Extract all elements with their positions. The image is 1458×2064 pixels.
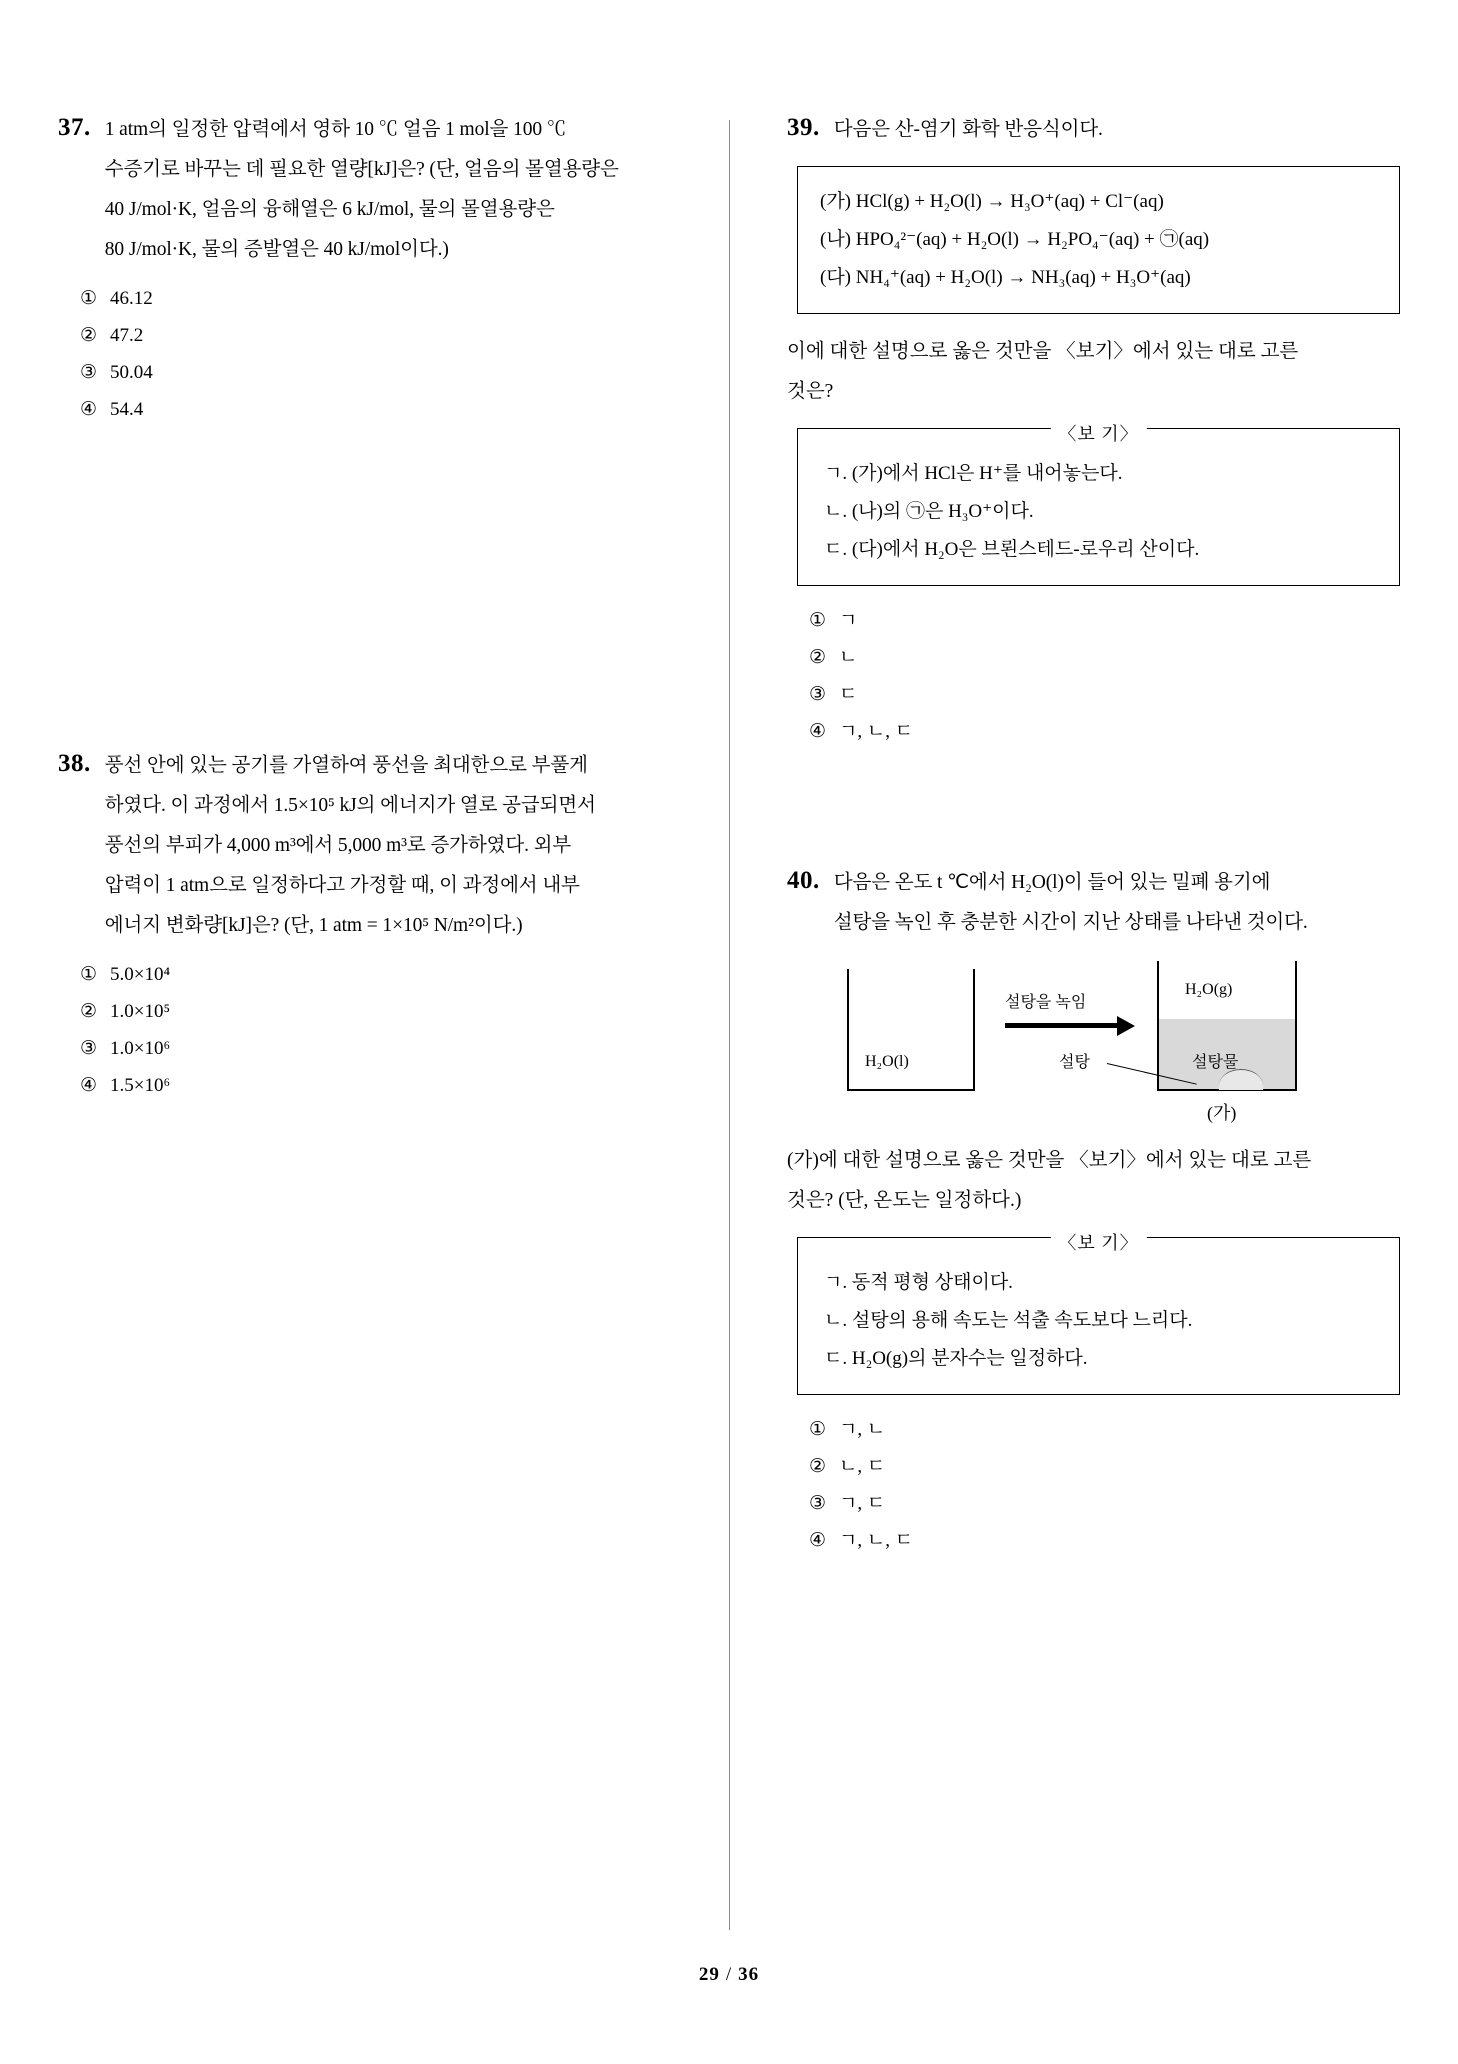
question-40-head	[787, 863, 1400, 943]
choice-text: ㄱ, ㄷ	[839, 1493, 886, 1515]
choice-option[interactable]	[80, 993, 669, 1030]
question-39-prompt-line-1: 이에 대한 설명으로 옳은 것만을 〈보기〉에서 있는 대로 고른	[787, 340, 1299, 362]
question-37-head	[58, 110, 669, 270]
page-current: 29	[698, 1964, 720, 1985]
beaker-left	[847, 969, 975, 1091]
choice-marker: ①	[80, 287, 98, 309]
choice-marker: ②	[809, 1456, 827, 1478]
choice-marker: ④	[80, 399, 98, 421]
sugar-label: 설탕	[1059, 1054, 1090, 1072]
question-40-stem	[834, 863, 1400, 943]
choice-marker: ②	[809, 646, 827, 668]
choice-text: 54.4	[110, 399, 144, 421]
question-40-stem-line-1: 다음은 온도 t ℃에서 H₂O(l)이 들어 있는 밀폐 용기에	[833, 872, 1271, 894]
question-39-number: 39.	[787, 114, 820, 141]
figure-caption: (가)	[1207, 1103, 1237, 1124]
bogi-label: 〈보 기〉	[1050, 1225, 1146, 1261]
process-arrow-head	[1117, 1016, 1135, 1036]
choice-marker: ②	[80, 324, 98, 346]
question-37-choices	[58, 280, 669, 428]
bogi-item: ㄱ. (가)에서 HCl은 H⁺를 내어놓는다.	[824, 462, 1123, 484]
choice-option[interactable]	[80, 1030, 669, 1067]
choice-marker: ④	[809, 721, 827, 743]
question-38-stem-line-3: 풍선의 부피가 4,000 m³에서 5,000 m³로 증가하였다. 외부	[104, 835, 572, 856]
question-40-choices	[787, 1411, 1400, 1559]
choice-marker: ③	[809, 684, 827, 705]
question-38	[58, 746, 669, 1104]
left-column	[58, 110, 729, 1577]
page-total: 36	[738, 1964, 760, 1985]
choice-text: 5.0×10⁴	[110, 963, 171, 985]
beaker-left-label: H₂O(l)	[865, 1053, 909, 1071]
question-38-stem-line-5: 에너지 변화량[kJ]은? (단, 1 atm = 1×10⁵ N/m²이다.)	[104, 914, 523, 936]
choice-option[interactable]	[809, 713, 1400, 750]
equation-line: (나) HPO₄²⁻(aq) + H₂O(l) → H₂PO₄⁻(aq) + ㉠(aq)	[820, 228, 1210, 250]
choice-option[interactable]	[80, 317, 669, 354]
choice-text: ㄱ, ㄴ	[839, 1418, 886, 1440]
question-40-prompt	[787, 1141, 1400, 1221]
choice-option[interactable]	[809, 1411, 1400, 1448]
page-separator: /	[725, 1964, 733, 1985]
choice-option[interactable]	[809, 1485, 1400, 1522]
gas-phase-label: H₂O(g)	[1185, 981, 1233, 999]
choice-text: 1.0×10⁵	[110, 1000, 171, 1022]
process-arrow	[1005, 1023, 1120, 1028]
question-38-head	[58, 746, 669, 946]
choice-marker: ④	[80, 1075, 98, 1097]
question-40-stem-line-2: 설탕을 녹인 후 충분한 시간이 지난 상태를 나타낸 것이다.	[833, 912, 1308, 934]
choice-option[interactable]	[809, 1522, 1400, 1559]
question-40-figure	[787, 961, 1400, 1131]
question-40-bogi-box	[797, 1232, 1400, 1395]
equation-line: (다) NH₄⁺(aq) + H₂O(l) → NH₃(aq) + H₃O⁺(aq)	[820, 266, 1191, 288]
question-38-stem-line-2: 하였다. 이 과정에서 1.5×10⁵ kJ의 에너지가 열로 공급되면서	[104, 795, 596, 817]
choice-option[interactable]	[809, 602, 1400, 639]
question-39-head	[787, 110, 1400, 150]
choice-marker: ①	[809, 1418, 827, 1440]
question-39-bogi-box	[797, 423, 1400, 586]
right-column	[729, 110, 1400, 1577]
choice-text: 1.5×10⁶	[110, 1075, 171, 1097]
bogi-label: 〈보 기〉	[1050, 416, 1146, 452]
question-39-stem: 다음은 산-염기 화학 반응식이다.	[833, 119, 1103, 140]
question-37-stem-line-2: 수증기로 바꾸는 데 필요한 열량[kJ]은? (단, 얼음의 몰열용량은	[104, 158, 619, 180]
question-39-prompt-line-2: 것은?	[787, 380, 834, 402]
equation-line: (가) HCl(g) + H₂O(l) → H₃O⁺(aq) + Cl⁻(aq)	[820, 190, 1164, 212]
question-37-stem-line-3: 40 J/mol·K, 얼음의 융해열은 6 kJ/mol, 물의 몰열용량은	[104, 198, 555, 220]
choice-text: ㄱ, ㄴ, ㄷ	[839, 721, 914, 743]
choice-marker: ③	[80, 361, 98, 383]
choice-text: ㄱ, ㄴ, ㄷ	[839, 1530, 914, 1552]
question-39-equation-box	[797, 166, 1400, 314]
question-39	[787, 110, 1400, 750]
question-37-stem-line-1: 1 atm의 일정한 압력에서 영하 10 ℃ 얼음 1 mol을 100 ℃	[104, 119, 567, 140]
bogi-item: ㄷ. H₂O(g)의 분자수는 일정하다.	[824, 1347, 1088, 1369]
right-column-gap	[787, 768, 1400, 863]
question-39-prompt	[787, 332, 1400, 412]
choice-option[interactable]	[80, 280, 669, 317]
choice-marker: ③	[809, 1493, 827, 1515]
question-38-number: 38.	[58, 750, 91, 778]
choice-marker: ③	[80, 1038, 98, 1059]
choice-marker: ②	[80, 1000, 98, 1022]
sugar-solution-label: 설탕물	[1192, 1054, 1239, 1072]
bogi-item: ㄷ. (다)에서 H₂O은 브뢴스테드-로우리 산이다.	[824, 538, 1200, 560]
arrow-label: 설탕을 녹임	[1005, 994, 1087, 1012]
question-37-stem-line-4: 80 J/mol·K, 물의 증발열은 40 kJ/mol이다.)	[104, 238, 449, 260]
question-40-prompt-line-2: 것은? (단, 온도는 일정하다.)	[787, 1190, 1022, 1211]
choice-text: ㄴ, ㄷ	[839, 1456, 886, 1478]
choice-option[interactable]	[80, 956, 669, 993]
question-38-choices	[58, 956, 669, 1104]
page-footer	[0, 1964, 1458, 1986]
question-40-prompt-line-1: (가)에 대한 설명으로 옳은 것만을 〈보기〉에서 있는 대로 고른	[787, 1150, 1312, 1172]
choice-text: ㄴ	[839, 646, 858, 668]
bogi-item: ㄴ. 설탕의 용해 속도는 석출 속도보다 느리다.	[824, 1309, 1193, 1331]
choice-marker: ④	[809, 1530, 827, 1552]
choice-option[interactable]	[80, 1067, 669, 1104]
question-38-stem	[105, 746, 669, 946]
choice-text: 1.0×10⁶	[110, 1038, 171, 1059]
question-38-stem-line-1: 풍선 안에 있는 공기를 가열하여 풍선을 최대한으로 부풀게	[104, 755, 588, 777]
choice-marker: ①	[809, 609, 827, 631]
question-38-stem-line-4: 압력이 1 atm으로 일정하다고 가정할 때, 이 과정에서 내부	[104, 874, 580, 896]
bogi-item: ㄱ. 동적 평형 상태이다.	[824, 1271, 1013, 1293]
left-column-gap	[58, 446, 669, 746]
choice-option[interactable]	[809, 1448, 1400, 1485]
choice-option[interactable]	[809, 676, 1400, 713]
question-40	[787, 863, 1400, 1559]
question-37-number: 37.	[58, 114, 91, 141]
bogi-item: ㄴ. (나)의 ㉠은 H₃O⁺이다.	[824, 500, 1034, 522]
question-37	[58, 110, 669, 428]
column-divider	[729, 120, 730, 1930]
choice-text: 46.12	[110, 287, 153, 309]
choice-option[interactable]	[80, 391, 669, 428]
choice-option[interactable]	[809, 639, 1400, 676]
choice-marker: ①	[80, 963, 98, 985]
question-39-choices	[787, 602, 1400, 750]
choice-text: ㄱ	[839, 609, 858, 631]
question-37-stem	[105, 110, 669, 270]
choice-text: 47.2	[110, 324, 144, 346]
choice-text: 50.04	[110, 361, 153, 383]
choice-option[interactable]	[80, 354, 669, 391]
choice-text: ㄷ	[839, 684, 858, 705]
question-40-number: 40.	[787, 867, 820, 895]
